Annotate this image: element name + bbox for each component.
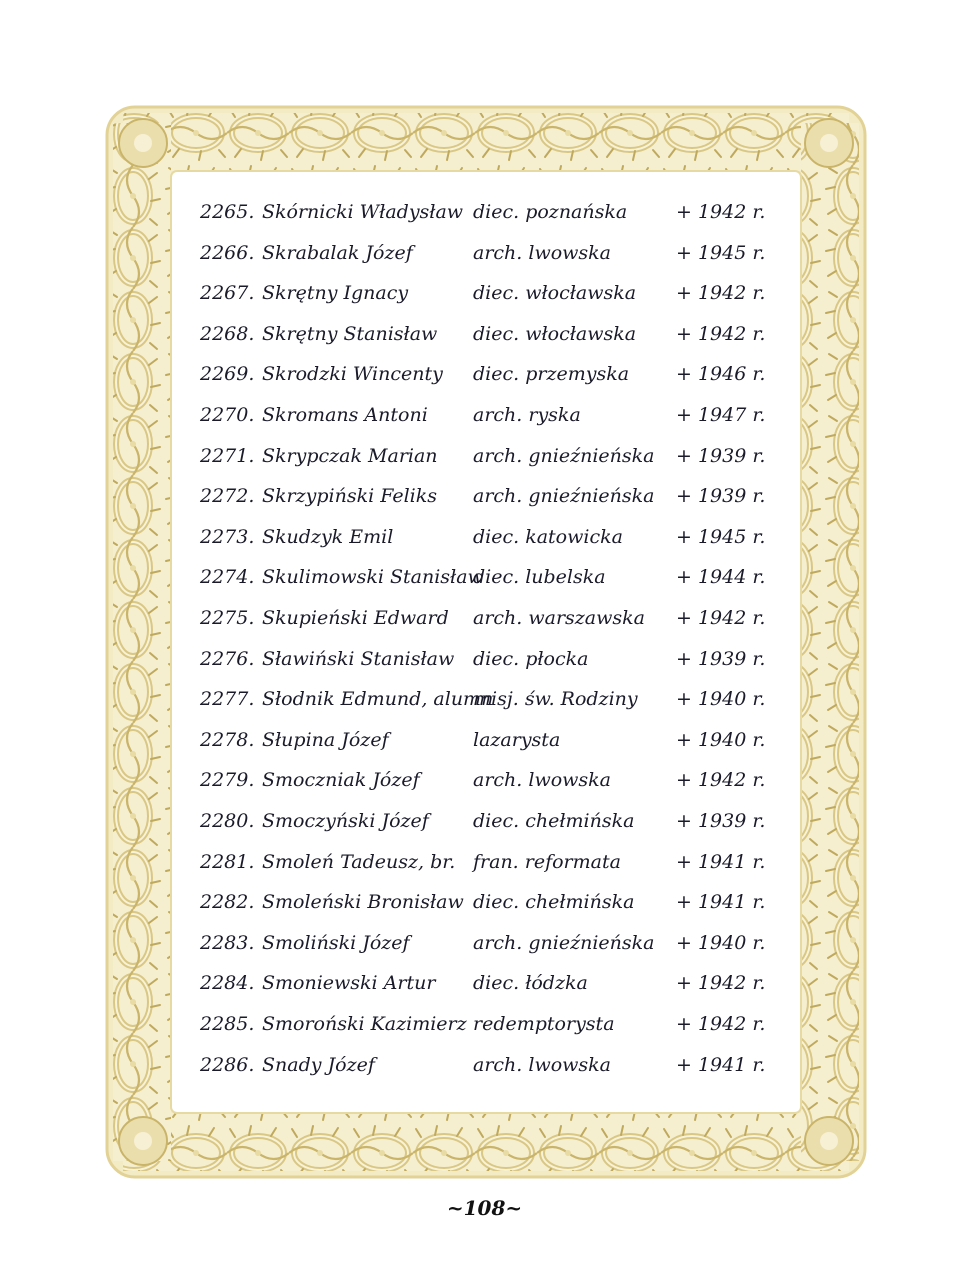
entry-death-year: + 1940 r. <box>676 932 766 954</box>
list-item <box>0 926 969 960</box>
entry-diocese: diec. poznańska <box>473 201 628 223</box>
entry-name: Skromans Antoni <box>262 404 428 426</box>
list-item <box>0 560 969 594</box>
entry-name: Skrodzki Wincenty <box>262 363 443 385</box>
entry-death-year: + 1942 r. <box>676 607 766 629</box>
entry-death-year: + 1940 r. <box>676 729 766 751</box>
entry-name: Skórnicki Władysław <box>262 201 464 223</box>
entry-diocese: diec. lubelska <box>473 566 606 588</box>
page-number: ~108~ <box>446 1196 523 1220</box>
list-item <box>0 520 969 554</box>
entry-number: 2270. <box>200 404 255 426</box>
entry-number: 2271. <box>200 445 255 467</box>
entry-name: Sławiński Stanisław <box>262 648 455 670</box>
list-item <box>0 642 969 676</box>
entry-name: Smoliński Józef <box>262 932 410 954</box>
entry-death-year: + 1947 r. <box>676 404 766 426</box>
entry-name: Smoroński Kazimierz <box>262 1013 467 1035</box>
entry-number: 2276. <box>200 648 255 670</box>
entry-death-year: + 1944 r. <box>676 566 766 588</box>
entry-number: 2273. <box>200 526 255 548</box>
list-item <box>0 398 969 432</box>
entry-diocese: arch. gnieźnieńska <box>473 485 655 507</box>
entry-death-year: + 1939 r. <box>676 445 766 467</box>
entry-number: 2285. <box>200 1013 255 1035</box>
entry-number: 2282. <box>200 891 255 913</box>
entry-diocese: arch. lwowska <box>473 242 612 264</box>
list-item <box>0 885 969 919</box>
list-item <box>0 682 969 716</box>
entry-death-year: + 1942 r. <box>676 769 766 791</box>
entry-diocese: arch. lwowska <box>473 769 612 791</box>
entry-number: 2279. <box>200 769 255 791</box>
list-item <box>0 479 969 513</box>
list-item <box>0 1007 969 1041</box>
entry-name: Smoniewski Artur <box>262 972 436 994</box>
list-item <box>0 357 969 391</box>
entry-name: Skrętny Stanisław <box>262 323 438 345</box>
entry-name: Słupina Józef <box>262 729 389 751</box>
entry-name: Smoczniak Józef <box>262 769 420 791</box>
list-item <box>0 601 969 635</box>
entry-name: Smoleń Tadeusz, br. <box>262 851 456 873</box>
entry-diocese: arch. lwowska <box>473 1054 612 1076</box>
list-item <box>0 236 969 270</box>
entry-number: 2275. <box>200 607 255 629</box>
entry-diocese: redemptorysta <box>473 1013 615 1035</box>
entry-number: 2281. <box>200 851 255 873</box>
list-item <box>0 317 969 351</box>
entry-death-year: + 1939 r. <box>676 648 766 670</box>
entry-number: 2265. <box>200 201 255 223</box>
entry-name: Skrętny Ignacy <box>262 282 409 304</box>
entry-number: 2280. <box>200 810 255 832</box>
entry-death-year: + 1939 r. <box>676 485 766 507</box>
entry-death-year: + 1939 r. <box>676 810 766 832</box>
entry-death-year: + 1942 r. <box>676 972 766 994</box>
entry-name: Smoleński Bronisław <box>262 891 464 913</box>
list-item <box>0 804 969 838</box>
entry-death-year: + 1942 r. <box>676 282 766 304</box>
entry-number: 2283. <box>200 932 255 954</box>
entry-number: 2278. <box>200 729 255 751</box>
list-item <box>0 723 969 757</box>
entry-name: Skrypczak Marian <box>262 445 438 467</box>
entry-diocese: arch. gnieźnieńska <box>473 932 655 954</box>
list-item <box>0 845 969 879</box>
entry-diocese: arch. gnieźnieńska <box>473 445 655 467</box>
entry-death-year: + 1941 r. <box>676 1054 766 1076</box>
entry-diocese: misj. św. Rodziny <box>473 688 638 710</box>
entry-death-year: + 1941 r. <box>676 851 766 873</box>
entry-number: 2267. <box>200 282 255 304</box>
entry-number: 2269. <box>200 363 255 385</box>
entry-name: Skupieński Edward <box>262 607 449 629</box>
entry-name: Skudzyk Emil <box>262 526 394 548</box>
entry-diocese: diec. włocławska <box>473 282 637 304</box>
entry-number: 2272. <box>200 485 255 507</box>
list-item <box>0 439 969 473</box>
entry-diocese: diec. chełmińska <box>473 810 635 832</box>
entry-diocese: lazarysta <box>473 729 561 751</box>
entry-name: Skulimowski Stanisław <box>262 566 484 588</box>
entry-death-year: + 1946 r. <box>676 363 766 385</box>
list-item <box>0 1048 969 1082</box>
entry-number: 2284. <box>200 972 255 994</box>
entry-death-year: + 1942 r. <box>676 201 766 223</box>
list-item <box>0 276 969 310</box>
entry-name: Słodnik Edmund, alumn <box>262 688 494 710</box>
entry-death-year: + 1942 r. <box>676 1013 766 1035</box>
entry-diocese: arch. ryska <box>473 404 581 426</box>
entry-name: Skrabalak Józef <box>262 242 413 264</box>
list-item <box>0 195 969 229</box>
entry-number: 2277. <box>200 688 255 710</box>
entry-name: Smoczyński Józef <box>262 810 429 832</box>
entry-diocese: diec. włocławska <box>473 323 637 345</box>
list-item <box>0 763 969 797</box>
entry-death-year: + 1940 r. <box>676 688 766 710</box>
entry-death-year: + 1945 r. <box>676 526 766 548</box>
entry-number: 2266. <box>200 242 255 264</box>
entry-number: 2268. <box>200 323 255 345</box>
entry-diocese: fran. reformata <box>473 851 621 873</box>
entry-diocese: diec. łódzka <box>473 972 588 994</box>
entry-death-year: + 1945 r. <box>676 242 766 264</box>
entry-number: 2286. <box>200 1054 255 1076</box>
entry-diocese: diec. płocka <box>473 648 589 670</box>
entry-name: Snady Józef <box>262 1054 375 1076</box>
list-item <box>0 966 969 1000</box>
entry-diocese: diec. przemyska <box>473 363 630 385</box>
entry-diocese: arch. warszawska <box>473 607 645 629</box>
entry-number: 2274. <box>200 566 255 588</box>
entry-diocese: diec. chełmińska <box>473 891 635 913</box>
entry-death-year: + 1941 r. <box>676 891 766 913</box>
entry-diocese: diec. katowicka <box>473 526 623 548</box>
entry-name: Skrzypiński Feliks <box>262 485 438 507</box>
entry-death-year: + 1942 r. <box>676 323 766 345</box>
